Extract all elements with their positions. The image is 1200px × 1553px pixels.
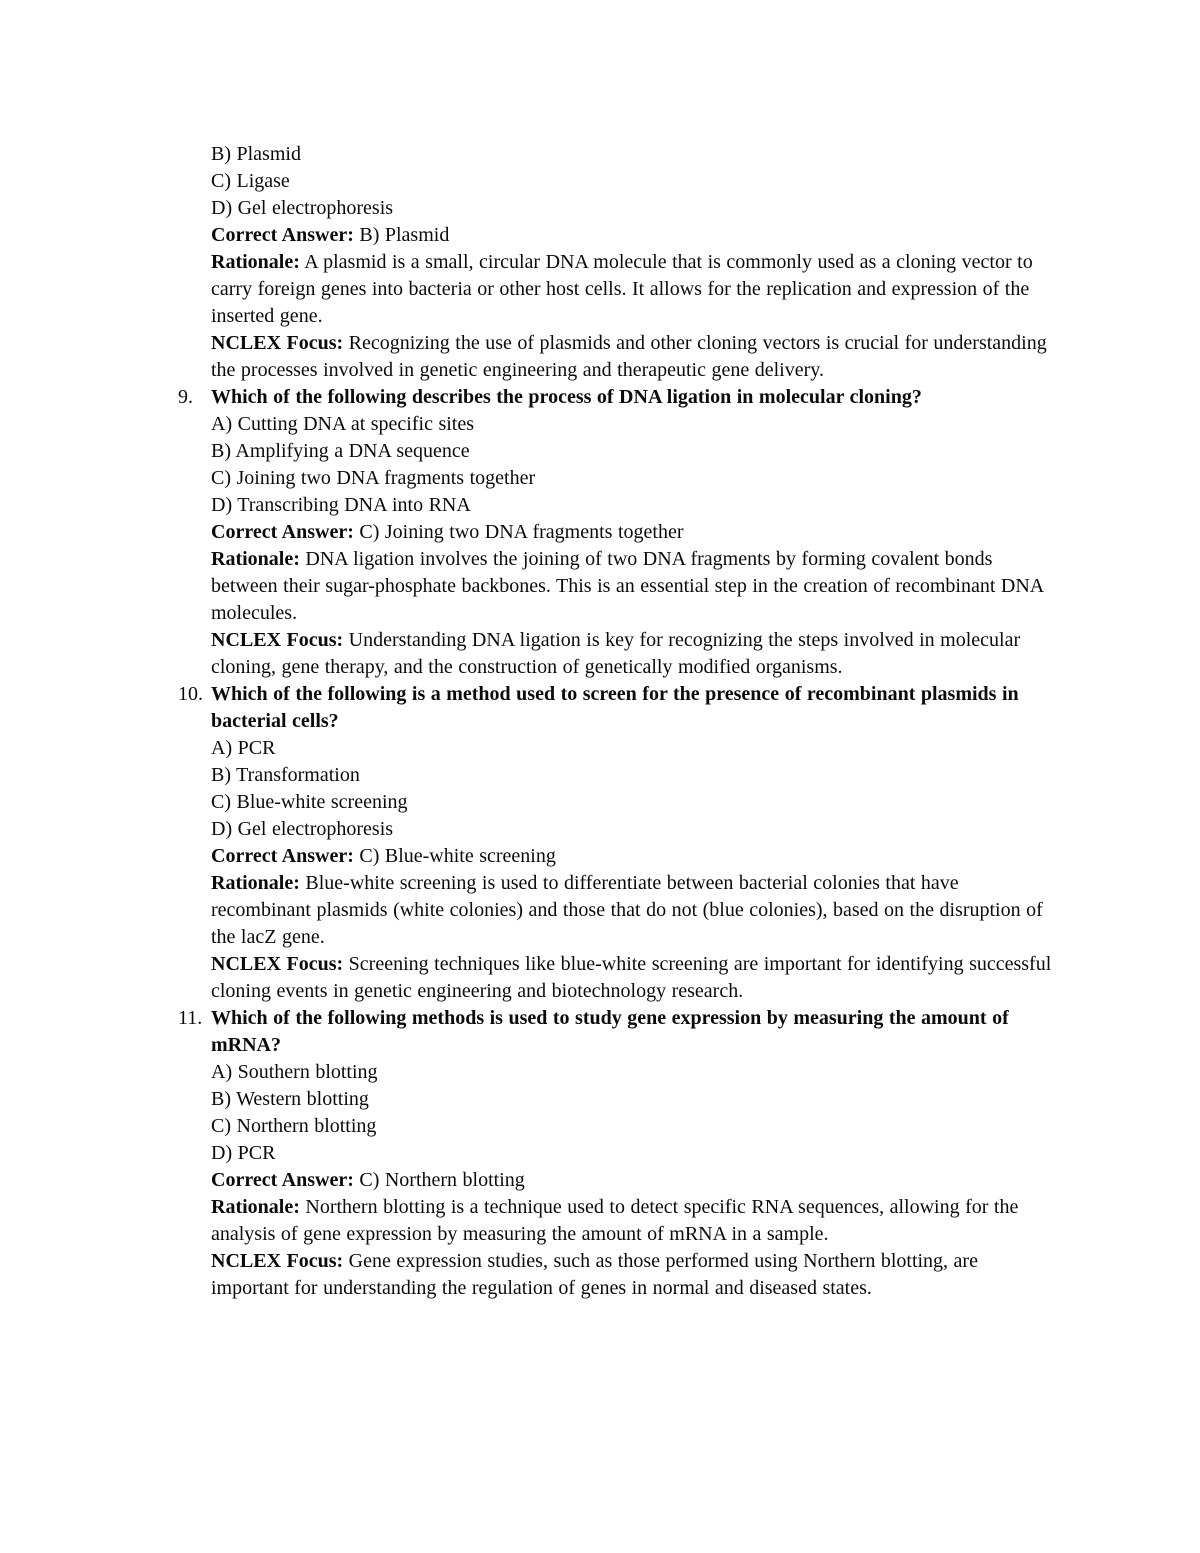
question-block-10 [178, 681, 1054, 1005]
option-line: B) Amplifying a DNA sequence [211, 440, 470, 462]
question-text: Which of the following is a method used to screen for the presence of recombinant plasmids in bacterial cells? [211, 683, 1019, 732]
option-line: A) Southern blotting [211, 1061, 378, 1083]
nclex-focus-text: Gene expression studies, such as those performed using Northern blotting, are important for understanding the regulation of genes in normal and diseased states. [211, 1250, 978, 1299]
correct-answer-label: Correct Answer: [211, 224, 354, 246]
rationale-label: Rationale: [211, 872, 300, 894]
rationale-text: A plasmid is a small, circular DNA molecule that is commonly used as a cloning vector to carry foreign genes into bacteria or other host cells. It allows for the replication and expression of the inserted gene. [211, 251, 1033, 327]
rationale-text: Northern blotting is a technique used to detect specific RNA sequences, allowing for the analysis of gene expression by measuring the amount of mRNA in a sample. [211, 1196, 1019, 1245]
question-text: Which of the following describes the process of DNA ligation in molecular cloning? [211, 386, 922, 408]
nclex-focus-text: Understanding DNA ligation is key for recognizing the steps involved in molecular cloning, gene therapy, and the construction of genetically modified organisms. [211, 629, 1021, 678]
correct-answer-label: Correct Answer: [211, 1169, 354, 1191]
correct-answer-text: C) Joining two DNA fragments together [353, 521, 684, 543]
question-text: Which of the following methods is used to study gene expression by measuring the amount of mRNA? [211, 1007, 1009, 1056]
rationale-label: Rationale: [211, 1196, 300, 1218]
question-block-9 [178, 384, 1054, 681]
option-line: C) Northern blotting [211, 1115, 377, 1137]
correct-answer-label: Correct Answer: [211, 521, 354, 543]
correct-answer [211, 1167, 1054, 1194]
rationale-label: Rationale: [211, 251, 300, 273]
rationale [211, 1194, 1054, 1248]
option-line: D) Transcribing DNA into RNA [211, 494, 471, 516]
option-line: C) Ligase [211, 170, 290, 192]
option-line: C) Joining two DNA fragments together [211, 467, 536, 489]
nclex-focus-label: NCLEX Focus: [211, 332, 344, 354]
correct-answer [211, 519, 1054, 546]
nclex-focus-label: NCLEX Focus: [211, 629, 344, 651]
option-line: A) PCR [211, 737, 276, 759]
nclex-focus-label: NCLEX Focus: [211, 953, 344, 975]
option-line: D) Gel electrophoresis [211, 197, 394, 219]
correct-answer-text: C) Northern blotting [353, 1169, 525, 1191]
question-number: 9. [178, 386, 193, 408]
document-body [178, 141, 1054, 1302]
correct-answer [211, 222, 1054, 249]
nclex-focus [211, 330, 1054, 384]
rationale-text: DNA ligation involves the joining of two DNA fragments by forming covalent bonds between their sugar-phosphate backbones. This is an essential step in the creation of recombinant DNA molecules. [211, 548, 1044, 624]
rationale [211, 870, 1054, 951]
option-line: A) Cutting DNA at specific sites [211, 413, 475, 435]
nclex-focus [211, 951, 1054, 1005]
nclex-focus [211, 1248, 1054, 1302]
option-line: D) Gel electrophoresis [211, 818, 394, 840]
correct-answer [211, 843, 1054, 870]
rationale-label: Rationale: [211, 548, 300, 570]
option-line: B) Western blotting [211, 1088, 369, 1110]
nclex-focus-label: NCLEX Focus: [211, 1250, 344, 1272]
option-line: B) Plasmid [211, 143, 301, 165]
question-block-11 [178, 1005, 1054, 1302]
question-number: 10. [178, 683, 203, 705]
option-line: B) Transformation [211, 764, 360, 786]
question-number: 11. [178, 1007, 203, 1029]
correct-answer-text: C) Blue-white screening [353, 845, 556, 867]
correct-answer-label: Correct Answer: [211, 845, 354, 867]
correct-answer-text: B) Plasmid [353, 224, 450, 246]
option-line: D) PCR [211, 1142, 276, 1164]
option-line: C) Blue-white screening [211, 791, 408, 813]
rationale-text: Blue-white screening is used to differentiate between bacterial colonies that have recombinant plasmids (white colonies) and those that do not (blue colonies), based on the disruption of the lacZ gene. [211, 872, 1043, 948]
nclex-focus-text: Screening techniques like blue-white screening are important for identifying successful cloning events in genetic engineering and biotechnology research. [211, 953, 1052, 1002]
rationale [211, 249, 1054, 330]
nclex-focus-text: Recognizing the use of plasmids and other cloning vectors is crucial for understanding the processes involved in genetic engineering and therapeutic gene delivery. [211, 332, 1047, 381]
rationale [211, 546, 1054, 627]
nclex-focus [211, 627, 1054, 681]
question-block-8-continued [211, 141, 1054, 384]
